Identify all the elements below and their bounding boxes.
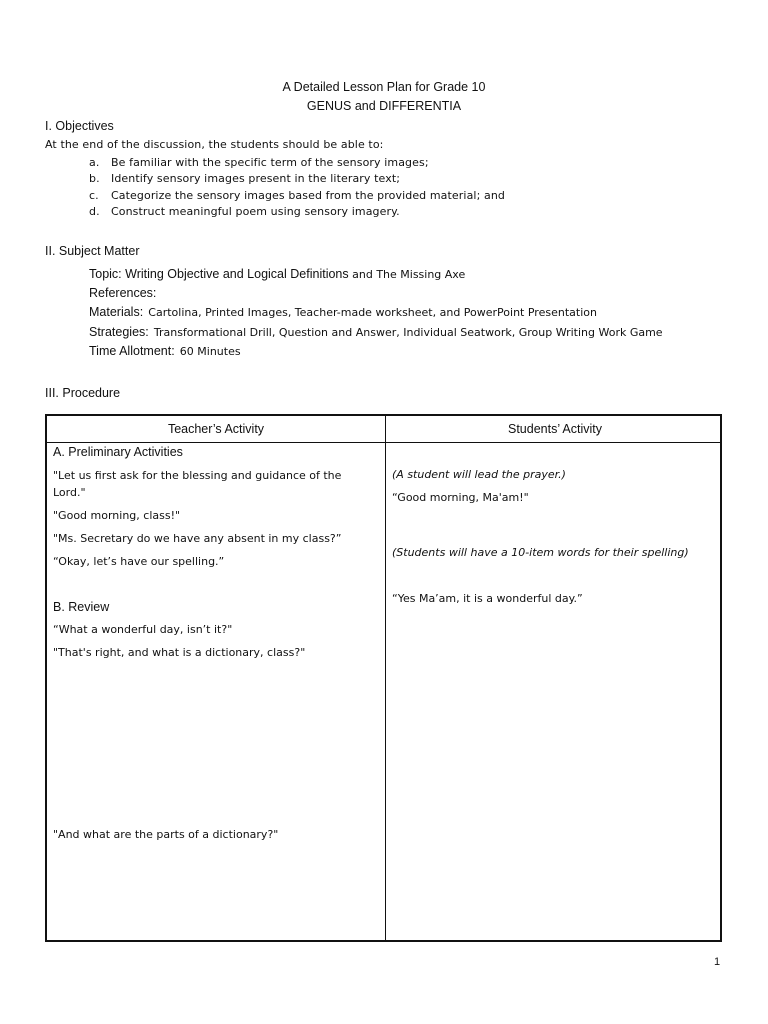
list-text: Identify sensory images present in the literary text; bbox=[111, 172, 401, 185]
objectives-intro: At the end of the discussion, the students should be able to: bbox=[45, 138, 384, 151]
teacher-greeting: "Good morning, class!" bbox=[53, 509, 181, 522]
objectives-heading: I. Objectives bbox=[45, 119, 114, 133]
strategies-line bbox=[89, 321, 663, 340]
time-allotment-line bbox=[89, 340, 241, 359]
procedure-heading: III. Procedure bbox=[45, 386, 121, 400]
teacher-dictionary-question: "That's right, and what is a dictionary, class?" bbox=[53, 646, 306, 659]
list-text: Construct meaningful poem using sensory imagery. bbox=[111, 205, 400, 218]
teacher-dictionary-parts: "And what are the parts of a dictionary?" bbox=[53, 828, 279, 841]
teacher-absent: "Ms. Secretary do we have any absent in my class?” bbox=[53, 532, 342, 545]
list-item bbox=[89, 156, 429, 169]
students-prayer: (A student will lead the prayer.) bbox=[392, 468, 566, 481]
time-allotment-label: Time Allotment: bbox=[89, 344, 175, 358]
list-item bbox=[89, 172, 400, 185]
students-spelling: (Students will have a 10-item words for their spelling) bbox=[392, 546, 689, 559]
table-header-divider bbox=[47, 442, 720, 443]
teacher-column-header: Teacher’s Activity bbox=[167, 422, 265, 436]
strategies-label: Strategies: bbox=[89, 325, 149, 339]
preliminary-activities-heading: A. Preliminary Activities bbox=[53, 445, 183, 459]
topic-label: Topic: Writing Objective and Logical Definitions bbox=[89, 267, 349, 281]
references-label: References: bbox=[89, 286, 157, 300]
materials-line bbox=[89, 301, 597, 320]
topic-value: and The Missing Axe bbox=[348, 268, 466, 281]
document-title: A Detailed Lesson Plan for Grade 10 bbox=[282, 80, 486, 94]
materials-label: Materials: bbox=[89, 305, 144, 319]
references-line bbox=[89, 282, 156, 301]
review-heading: B. Review bbox=[53, 600, 110, 614]
topic-line bbox=[89, 263, 465, 282]
list-item bbox=[89, 189, 505, 202]
students-wonderful-day: “Yes Ma’am, it is a wonderful day.” bbox=[392, 592, 583, 605]
teacher-prayer: "Let us first ask for the blessing and guidance of the Lord." bbox=[53, 469, 342, 499]
list-text: Categorize the sensory images based from the provided material; and bbox=[111, 189, 505, 202]
page-number: 1 bbox=[714, 956, 721, 968]
time-allotment-value: 60 Minutes bbox=[179, 345, 241, 358]
teacher-wonderful-day: “What a wonderful day, isn’t it?" bbox=[53, 623, 233, 636]
strategies-value: Transformational Drill, Question and Answer, Individual Seatwork, Group Writing Work Game bbox=[153, 326, 663, 339]
teacher-spelling: “Okay, let’s have our spelling.” bbox=[53, 555, 225, 568]
students-column-header: Students’ Activity bbox=[507, 422, 603, 436]
document-subtitle: GENUS and DIFFERENTIA bbox=[306, 99, 462, 113]
materials-value: Cartolina, Printed Images, Teacher-made worksheet, and PowerPoint Presentation bbox=[148, 306, 597, 319]
list-marker: b. bbox=[89, 172, 100, 185]
list-item bbox=[89, 205, 400, 218]
subject-matter-heading: II. Subject Matter bbox=[45, 244, 140, 258]
table-divider bbox=[385, 416, 386, 940]
list-text: Be familiar with the specific term of the sensory images; bbox=[111, 156, 429, 169]
list-marker: c. bbox=[89, 189, 99, 202]
list-marker: a. bbox=[89, 156, 100, 169]
list-marker: d. bbox=[89, 205, 100, 218]
procedure-table bbox=[45, 414, 722, 942]
students-greeting: “Good morning, Ma'am!" bbox=[392, 491, 529, 504]
